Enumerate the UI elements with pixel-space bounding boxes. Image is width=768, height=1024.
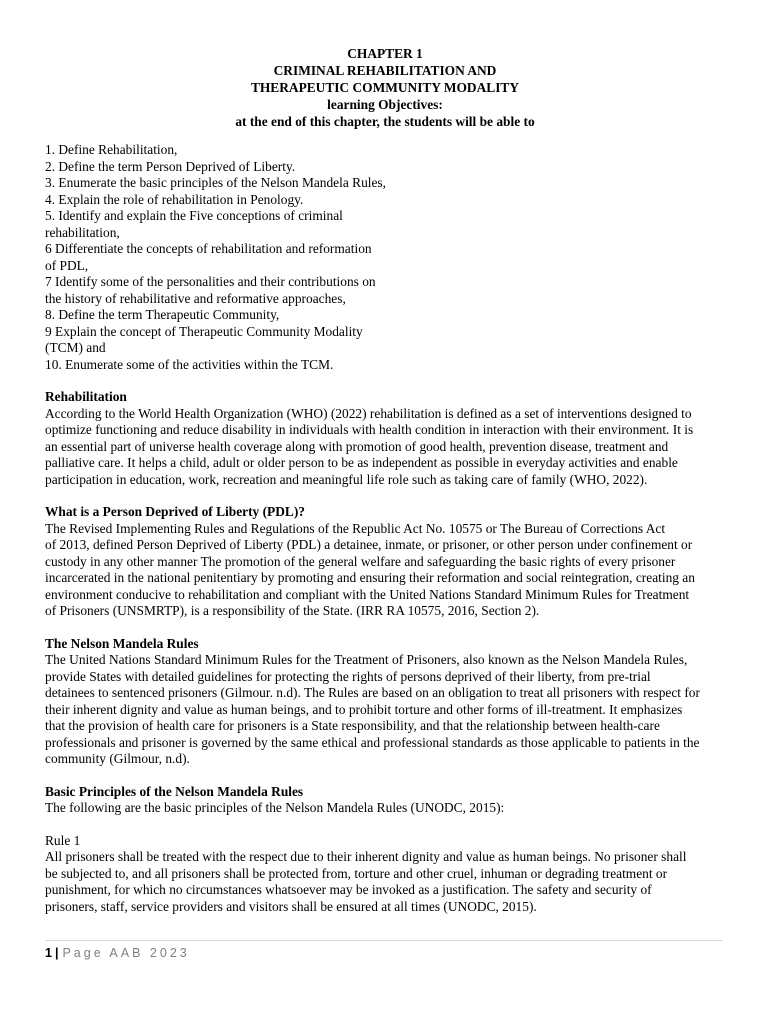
chapter-header [45,45,725,130]
section-paragraph [45,652,725,768]
objective-line: 6 Differentiate the concepts of rehabilitation and reformation [45,241,372,256]
basic-principles-section [45,784,725,916]
footer-separator: | [54,946,59,960]
paragraph-line: detainees to sentenced prisoners (Gilmour. n.d). The Rules are based on an obligation to treat all prisoners with respect for [45,685,700,700]
objective-line: 4. Explain the role of rehabilitation in Penology. [45,191,304,207]
document-page [45,45,725,915]
paragraph-line: their inherent dignity and value as human beings, and to prohibit torture and other forms of ill-treatment. It emphasizes [45,701,683,717]
objective-line: 7 Identify some of the personalities and their contributions on [45,274,376,289]
section-heading: What is a Person Deprived of Liberty (PDL)? [45,504,305,519]
objectives-intro: at the end of this chapter, the students will be able to [235,114,535,129]
paragraph-line: be subjected to, and all prisoners shall be protected from, torture and other cruel, inhuman or degrading treatment or [45,865,668,881]
paragraph-line: punishment, for which no circumstances whatsoever may be invoked as a justification. The safety and security of [45,882,652,897]
paragraph-line: an essential part of universe health coverage along with promotion of good health, prevention disease, treatment and [45,438,669,454]
paragraph-line: All prisoners shall be treated with the respect due to their inherent dignity and value as human beings. No prisoner shall [45,849,687,864]
objective-line: 10. Enumerate some of the activities within the TCM. [45,356,334,372]
paragraph-line: of Prisoners (UNSMRTP), is a responsibility of the State. (IRR RA 10575, 2016, Section 2). [45,603,540,618]
objective-line: 8. Define the term Therapeutic Community, [45,307,280,322]
paragraph-line: provide States with detailed guidelines for protecting the rights of persons deprived of their liberty, from pre-trial [45,668,651,684]
paragraph-line: incarcerated in the national penitentiary by promoting and ensuring their reformation and social reintegration, creating an [45,570,695,585]
paragraph-line: palliative care. It helps a child, adult or older person to be as independent as possible in everyday activities and enable [45,455,678,470]
chapter-title-line-2: THERAPEUTIC COMMUNITY MODALITY [250,80,520,95]
footer-text: Page AAB 2023 [62,946,190,960]
objective-line: 2. Define the term Person Deprived of Liberty. [45,158,296,174]
paragraph-line: custody in any other manner The promotion of the general welfare and safeguarding the basic rights of every prisoner [45,553,676,569]
section-heading: Rehabilitation [45,389,127,404]
objective-line: 3. Enumerate the basic principles of the Nelson Mandela Rules, [45,175,386,190]
paragraph-line: community (Gilmour, n.d). [45,751,190,766]
paragraph-line: optimize functioning and reduce disability in individuals with health condition in interaction with their environment. It is [45,422,694,437]
principles-intro [45,800,725,817]
objective-line: (TCM) and [45,340,106,355]
objectives-heading: learning Objectives: [327,97,443,112]
rule-1 [45,833,725,916]
paragraph-line: environment conducive to rehabilitation and compliant with the United Nations Standard Minimum Rules for Treatment [45,586,690,602]
paragraph-line: The United Nations Standard Minimum Rules for the Treatment of Prisoners, also known as the Nelson Mandela Rules, [45,652,688,667]
chapter-title-line-1: CRIMINAL REHABILITATION AND [273,63,497,78]
objective-line: of PDL, [45,257,89,273]
objectives-list [45,142,725,373]
rehabilitation-section [45,389,725,488]
page-footer [45,940,723,961]
objective-line: rehabilitation, [45,224,120,240]
rule-label: Rule 1 [45,832,81,848]
section-paragraph [45,406,725,489]
objective-line: the history of rehabilitative and reformative approaches, [45,290,346,306]
paragraph-line: According to the World Health Organization (WHO) (2022) rehabilitation is defined as a set of interventions designed to [45,405,692,421]
page-number: 1 [45,946,52,960]
pdl-section [45,504,725,620]
paragraph-line: prisoners, staff, service providers and visitors shall be ensured at all times (UNODC, 2015). [45,898,537,914]
paragraph-line: participation in education, work, recreation and meaningful life role such as taking care of family (WHO, 2022). [45,471,648,487]
paragraph-line: professionals and prisoner is governed by the same ethical and professional standards as those applicable to patients in the [45,734,700,750]
objective-line: 1. Define Rehabilitation, [45,142,178,157]
section-heading: Basic Principles of the Nelson Mandela Rules [45,783,304,799]
objective-line: 9 Explain the concept of Therapeutic Community Modality [45,323,363,339]
objective-line: 5. Identify and explain the Five conceptions of criminal [45,208,343,223]
paragraph-line: The following are the basic principles of the Nelson Mandela Rules (UNODC, 2015): [45,800,505,815]
paragraph-line: that the provision of health care for prisoners is a State responsibility, and that the relationship between health-care [45,718,660,733]
paragraph-line: of 2013, defined Person Deprived of Liberty (PDL) a detainee, inmate, or prisoner, or other person under confinement or [45,537,693,552]
section-paragraph [45,521,725,620]
chapter-number: CHAPTER 1 [347,46,423,61]
section-heading: The Nelson Mandela Rules [45,635,199,651]
mandela-rules-section [45,636,725,768]
paragraph-line: The Revised Implementing Rules and Regulations of the Republic Act No. 10575 or The Bureau of Corrections Act [45,520,666,536]
